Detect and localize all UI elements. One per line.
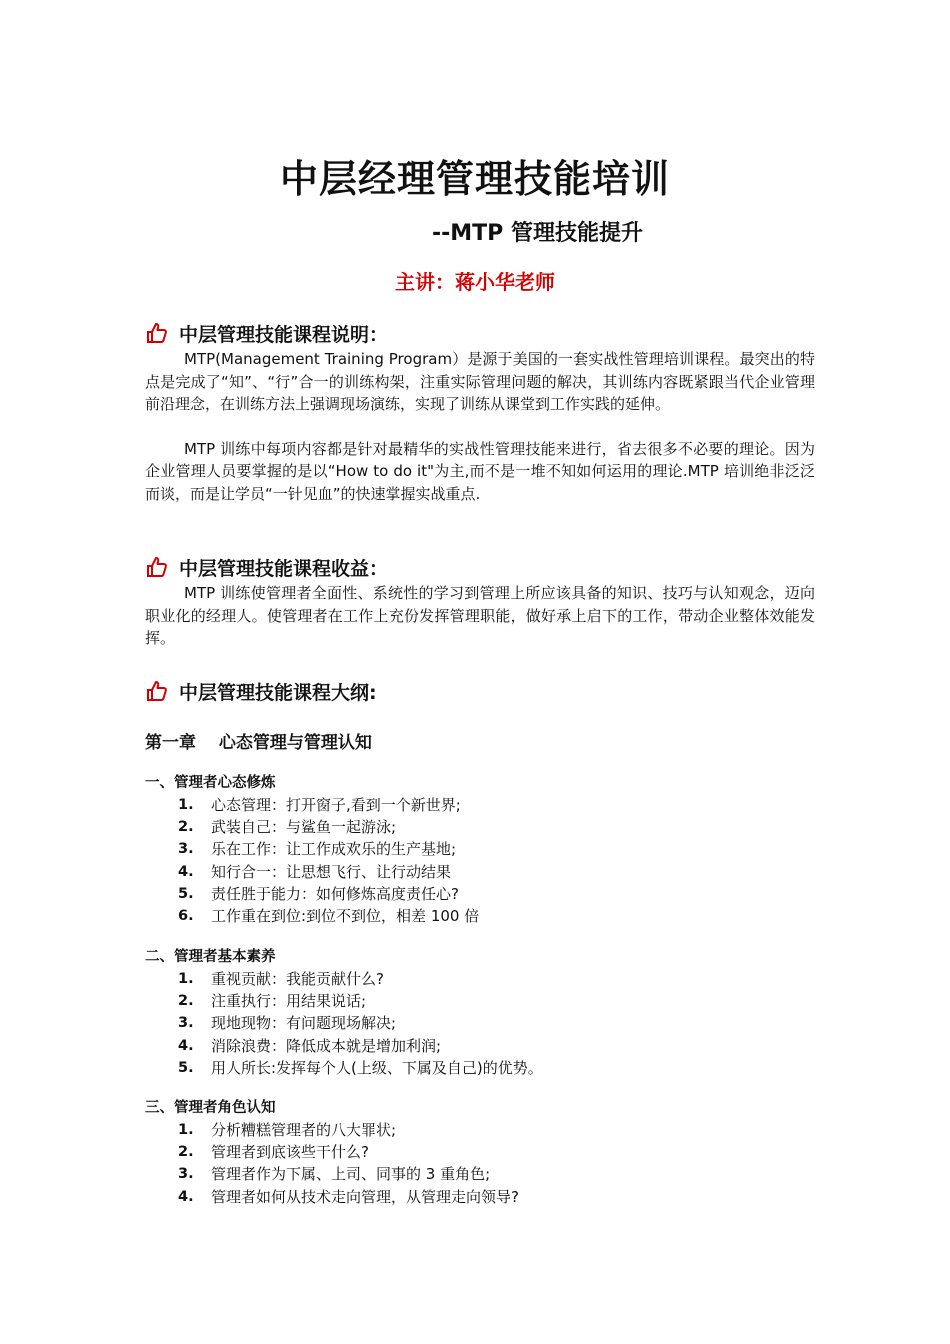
intro-paragraph-2: MTP 训练中每项内容都是针对最精华的实战性管理技能来进行，省去很多不必要的理论。因为企业管理人员要掌握的是以“How to do it"为主,而不是一堆不知如何运用的理论.MTP 培训绝非泛泛而谈，而是让学员“一针见血”的快速掌握实战重点. [145, 439, 815, 503]
numbered-list [145, 968, 815, 1079]
list-item [145, 1163, 815, 1185]
list-item [145, 816, 815, 838]
item-text: 工作重在到位:到位不到位，相差 100 倍 [211, 906, 480, 925]
item-number: 2. [178, 993, 194, 1010]
item-text: 注重执行：用结果说话; [211, 992, 367, 1011]
list-item [145, 1186, 815, 1208]
item-text: 知行合一：让思想飞行、让行动结果 [211, 862, 452, 881]
numbered-list [145, 794, 815, 927]
benefits-paragraph: MTP 训练使管理者全面性、系统性的学习到管理上所应该具备的知识、技巧与认知观念，迈向职业化的经理人。使管理者在工作上充份发挥管理职能，做好承上启下的工作，带动企业整体效能发挥。 [145, 584, 815, 647]
thumbs-up-icon [145, 679, 169, 703]
item-text: 乐在工作：让工作成欢乐的生产基地; [211, 840, 457, 859]
list-item [145, 794, 815, 816]
outline-group-1 [145, 772, 815, 927]
item-number: 4. [178, 863, 194, 880]
benefits-section [145, 552, 815, 650]
list-item [145, 1035, 815, 1057]
item-number: 5. [178, 1059, 194, 1076]
item-number: 3. [178, 1015, 194, 1032]
item-number: 2. [178, 819, 194, 836]
item-text: 管理者到底该些干什么? [211, 1143, 369, 1162]
list-item [145, 990, 815, 1012]
item-text: 管理者作为下属、上司、同事的 3 重角色; [211, 1165, 491, 1184]
item-number: 1. [178, 1122, 194, 1138]
item-text: 武装自己：与鲨鱼一起游泳; [211, 818, 397, 837]
list-item [145, 1141, 815, 1163]
item-number: 5. [178, 885, 194, 902]
item-number: 6. [178, 907, 194, 924]
intro-paragraph-1: MTP(Management Training Program）是源于美国的一套实战性管理培训课程。最突出的特点是完成了“知”、“行”合一的训练构架，注重实际管理问题的解决，其训练内容既紧跟当代企业管理前沿理念，在训练方法上强调现场演练，实现了训练从课堂到工作实践的延伸。 [145, 350, 815, 413]
numbered-list [145, 1119, 815, 1208]
item-text: 心态管理：打开窗子,看到一个新世界; [211, 796, 461, 814]
intro-section [145, 318, 815, 505]
item-number: 1. [178, 971, 194, 987]
list-item [145, 905, 815, 927]
group-title: 一、管理者心态修炼 [145, 775, 276, 791]
lecturer-line: 主讲：蒋小华老师 [395, 270, 555, 294]
item-text: 责任胜于能力：如何修炼高度责任心? [211, 884, 459, 903]
item-text: 分析糟糕管理者的八大罪状; [211, 1121, 397, 1139]
item-number: 4. [178, 1188, 194, 1205]
item-number: 1. [178, 797, 194, 813]
intro-heading: 中层管理技能课程说明： [179, 323, 389, 346]
item-number: 3. [178, 841, 194, 858]
list-item [145, 861, 815, 883]
list-item [145, 838, 815, 860]
document-subtitle: --MTP 管理技能提升 [432, 221, 643, 246]
outline-heading-row [145, 676, 815, 706]
chapter-title: 第一章 心态管理与管理认知 [145, 733, 372, 753]
item-text: 消除浪费：降低成本就是增加利润; [211, 1036, 442, 1055]
item-number: 3. [178, 1166, 194, 1183]
list-item [145, 1119, 815, 1141]
document-title: 中层经理管理技能培训 [279, 157, 670, 201]
item-text: 用人所长:发挥每个人(上级、下属及自己)的优势。 [211, 1058, 543, 1077]
group-title: 二、管理者基本素养 [145, 949, 276, 965]
list-item [145, 1012, 815, 1034]
list-item [145, 1057, 815, 1079]
outline-heading: 中层管理技能课程大纲: [179, 681, 377, 704]
thumbs-up-icon [145, 555, 169, 579]
list-item [145, 968, 815, 990]
group-title: 三、管理者角色认知 [145, 1100, 276, 1116]
intro-heading-row [145, 318, 815, 348]
outline-group-3 [145, 1097, 815, 1208]
outline-section [145, 676, 815, 706]
benefits-heading-row [145, 552, 815, 582]
thumbs-up-icon [145, 321, 169, 345]
item-number: 4. [178, 1037, 194, 1054]
list-item [145, 883, 815, 905]
outline-group-2 [145, 946, 815, 1079]
benefits-heading: 中层管理技能课程收益： [179, 557, 389, 580]
item-number: 2. [178, 1144, 194, 1161]
item-text: 现地现物：有问题现场解决; [211, 1014, 397, 1033]
item-text: 管理者如何从技术走向管理，从管理走向领导? [211, 1187, 519, 1206]
item-text: 重视贡献：我能贡献什么? [211, 970, 384, 988]
